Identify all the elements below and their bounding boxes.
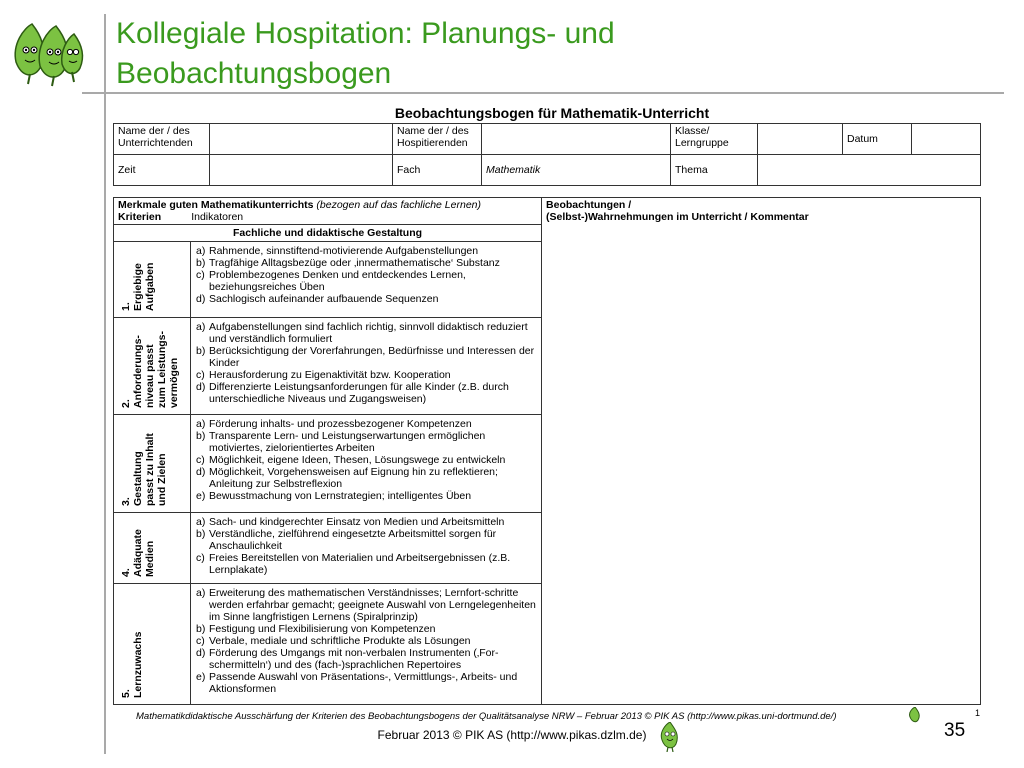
indicator-item (196, 466, 538, 490)
indicator-letter: d) (196, 647, 206, 659)
indicator-text: Festigung und Flexibilisierung von Kompetenzen (209, 623, 436, 635)
indicator-text: Möglichkeit, eigene Ideen, Thesen, Lösungswege zu entwickeln (209, 454, 506, 466)
label-fach: Fach (393, 155, 482, 186)
criterion-label-line: Lernzuwachs (132, 631, 144, 698)
indicator-text: Förderung des Umgangs mit non-verbalen Instrumenten (‚For-schermitteln‘) und des (fach-)sprachlichen Repertoires (209, 647, 499, 671)
criterion-indicators-5 (191, 584, 542, 705)
indicator-item (196, 635, 538, 647)
slide-title (116, 14, 816, 94)
indicators-label: Indikatoren (191, 211, 244, 223)
observations-header-line2: (Selbst-)Wahrnehmungen im Unterricht / Kommentar (546, 211, 809, 223)
slide-title-line2: Beobachtungsbogen (116, 57, 392, 90)
criterion-label-line: 5. (120, 689, 132, 698)
criterion-label-1 (114, 242, 191, 318)
criterion-label-line: Adäquate (132, 529, 144, 577)
indicator-item (196, 623, 538, 635)
label-hospitierende: Name der / des Hospitierenden (393, 124, 482, 155)
indicator-letter: a) (196, 321, 206, 333)
indicator-letter: c) (196, 269, 205, 281)
indicator-text: Verbale, mediale und schriftliche Produkte als Lösungen (209, 635, 471, 647)
criteria-table (113, 197, 981, 705)
indicator-text: Tragfähige Alltagsbezüge oder ‚innermathematische‘ Substanz (209, 257, 500, 269)
criterion-indicators-2 (191, 318, 542, 415)
pikas-logo-icon (10, 22, 90, 88)
criteria-header-title: Merkmale guten Mathematikunterrichts (118, 199, 314, 211)
indicator-text: Problembezogenes Denken und entdeckendes Lernen, beziehungsreiches Üben (209, 269, 466, 293)
pikas-small-leaf-icon (908, 707, 922, 723)
indicator-item (196, 257, 538, 269)
indicator-letter: b) (196, 345, 206, 357)
pikas-leaf-character-icon (658, 722, 682, 752)
indicator-text: Verständliche, zielführend eingesetzte Arbeitsmittel sorgen für Anschaulichkeit (209, 528, 497, 552)
label-zeit: Zeit (114, 155, 210, 186)
form-header-row (114, 124, 981, 155)
indicator-text: Passende Auswahl von Präsentations-, Vermittlungs-, Arbeits- und Aktionsformen (209, 671, 518, 695)
form-title: Beobachtungsbogen für Mathematik-Unterricht (394, 105, 710, 121)
field-zeit[interactable] (210, 155, 393, 186)
criterion-label-line: 1. (120, 302, 132, 311)
criterion-label-line: und Zielen (156, 453, 168, 506)
field-fach[interactable]: Mathematik (482, 155, 671, 186)
indicator-letter: a) (196, 418, 206, 430)
criterion-indicators-3 (191, 415, 542, 513)
criterion-label-line: niveau passt (144, 344, 156, 408)
indicator-letter: a) (196, 245, 206, 257)
slide-footer: Februar 2013 © PIK AS (http://www.pikas.dzlm.de) (377, 728, 647, 742)
field-thema[interactable] (758, 155, 981, 186)
criterion-label-line: passt zu Inhalt (144, 433, 156, 506)
vertical-rule (104, 14, 106, 754)
indicator-item (196, 430, 538, 454)
criterion-label-line: Medien (144, 540, 156, 577)
criterion-label-line: zum Leistungs- (156, 330, 168, 408)
indicator-item (196, 293, 538, 305)
indicator-letter: d) (196, 466, 206, 478)
indicator-text: Förderung inhalts- und prozessbezogener Kompetenzen (209, 418, 472, 430)
indicator-letter: b) (196, 623, 206, 635)
indicator-letter: b) (196, 257, 206, 269)
form-header-table (113, 123, 981, 186)
indicator-letter: d) (196, 293, 206, 305)
field-klasse[interactable] (758, 124, 843, 155)
label-datum: Datum (843, 124, 912, 155)
indicator-letter: a) (196, 516, 206, 528)
field-hospitierende[interactable] (482, 124, 671, 155)
indicator-text: Herausforderung zu Eigenaktivität bzw. Kooperation (209, 369, 451, 381)
indicator-letter: a) (196, 587, 206, 599)
criterion-label-2 (114, 318, 191, 415)
indicator-letter: b) (196, 430, 206, 442)
criteria-header-note: (bezogen auf das fachliche Lernen) (316, 199, 482, 211)
criterion-label-line: Gestaltung (132, 451, 144, 506)
observations-header-line1: Beobachtungen / (546, 199, 632, 211)
criteria-header (114, 198, 542, 225)
indicator-item (196, 587, 538, 623)
indicator-letter: e) (196, 490, 206, 502)
criterion-label-line: 2. (120, 399, 132, 408)
criterion-indicators-4 (191, 513, 542, 584)
indicator-item (196, 245, 538, 257)
indicator-letter: c) (196, 635, 205, 647)
indicator-text: Aufgabenstellungen sind fachlich richtig, sinnvoll didaktisch reduziert und verständlich formuliert (209, 321, 528, 345)
criterion-label-line: Aufgaben (144, 262, 156, 311)
indicator-item (196, 552, 538, 576)
indicator-letter: e) (196, 671, 206, 683)
indicator-letter: b) (196, 528, 206, 540)
indicator-text: Erweiterung des mathematischen Verständnisses; Lernfort-schritte werden erfahrbar gemacht; geeignete Auswahl von Lerngelegenheiten im Sinne langfristigen Lernens (Spiralprinzip) (209, 587, 536, 623)
label-klasse: Klasse/ Lerngruppe (671, 124, 758, 155)
indicator-item (196, 381, 538, 405)
field-datum[interactable] (912, 124, 981, 155)
criterion-indicators-1 (191, 242, 542, 318)
page-number: 35 (944, 720, 966, 741)
footnote-number: 1 (975, 708, 981, 718)
indicator-item (196, 269, 538, 293)
field-unterrichtende[interactable] (210, 124, 393, 155)
indicator-text: Möglichkeit, Vorgehensweisen auf Eignung hin zu reflektieren; Anleitung zur Selbstreflexion (209, 466, 498, 490)
indicator-letter: c) (196, 552, 205, 564)
label-thema: Thema (671, 155, 758, 186)
indicator-item (196, 490, 538, 502)
indicator-item (196, 671, 538, 695)
criterion-label-line: Anforderungs- (132, 335, 144, 408)
indicator-letter: c) (196, 454, 205, 466)
criteria-label: Kriterien (118, 211, 162, 223)
indicator-letter: c) (196, 369, 205, 381)
indicator-text: Sach- und kindgerechter Einsatz von Medien und Arbeitsmitteln (209, 516, 505, 528)
indicator-text: Sachlogisch aufeinander aufbauende Sequenzen (209, 293, 439, 305)
indicator-item (196, 321, 538, 345)
indicator-text: Differenzierte Leistungsanforderungen für alle Kinder (z.B. durch unterschiedliche Niveaus und Zugangsweisen) (209, 381, 509, 405)
indicator-text: Bewusstmachung von Lernstrategien; intelligentes Üben (209, 490, 472, 502)
indicator-text: Rahmende, sinnstiftend-motivierende Aufgabenstellungen (209, 245, 479, 257)
indicator-item (196, 369, 538, 381)
criterion-label-3 (114, 415, 191, 513)
indicator-item (196, 516, 538, 528)
indicator-item (196, 454, 538, 466)
criterion-label-line: 3. (120, 497, 132, 506)
indicator-item (196, 647, 538, 671)
footnote: Mathematikdidaktische Ausschärfung der Kriterien des Beobachtungsbogens der Qualitätsanalyse NRW – Februar 2013 © PIK AS (http://www.pikas.uni-dortmund.de/) (136, 711, 837, 722)
criteria-header-row (114, 198, 981, 225)
criteria-subheader: Fachliche und didaktische Gestaltung (114, 225, 542, 242)
criterion-label-4 (114, 513, 191, 584)
criterion-label-line: vermögen (168, 357, 180, 408)
indicator-item (196, 528, 538, 552)
slide-title-line1: Kollegiale Hospitation: Planungs- und (116, 17, 615, 50)
indicator-text: Freies Bereitstellen von Materialien und Arbeitsergebnissen (z.B. Lernplakate) (209, 552, 511, 576)
label-unterrichtende: Name der / des Unterrichtenden (114, 124, 210, 155)
indicator-item (196, 345, 538, 369)
form-header-row (114, 155, 981, 186)
indicator-text: Transparente Lern- und Leistungserwartungen ermöglichen motiviertes, zielorientiertes Arbeiten (209, 430, 486, 454)
indicator-text: Berücksichtigung der Vorerfahrungen, Bedürfnisse und Interessen der Kinder (209, 345, 535, 369)
observations-column[interactable] (542, 198, 981, 705)
indicator-item (196, 418, 538, 430)
indicator-letter: d) (196, 381, 206, 393)
criterion-label-line: 4. (120, 568, 132, 577)
criterion-label-5 (114, 584, 191, 705)
criterion-label-line: Ergiebige (132, 263, 144, 311)
